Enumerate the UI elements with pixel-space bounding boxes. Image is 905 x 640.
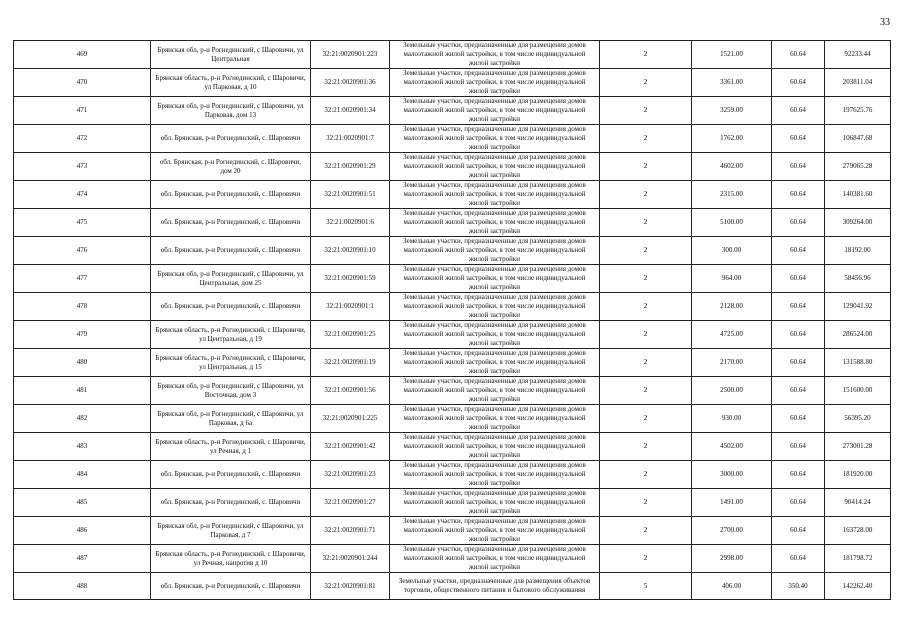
cadastral-value-cell: 129041.92 [825, 293, 891, 321]
area-cell: 5100.00 [692, 209, 772, 237]
row-number-cell: 475 [14, 209, 151, 237]
group-cell: 2 [600, 433, 692, 461]
cadastral-number-cell: 32:21:0020901:10 [311, 237, 390, 265]
address-cell: обл. Брянская, р-н Рогнединский, с. Шаровичи [151, 489, 311, 517]
cadastral-number-cell: 32:21:0020901:7 [311, 125, 390, 153]
land-use-cell: Земельные участки, предназначенные для размещения домов малоэтажной жилой застройки, в том числе индивидуальной жилой застройки [390, 293, 600, 321]
specific-value-cell: 60.64 [772, 125, 825, 153]
cadastral-number-cell: 32:21:0020901:51 [311, 181, 390, 209]
area-cell: 3000.00 [692, 461, 772, 489]
cadastral-number-cell: 32:21:0020901:6 [311, 209, 390, 237]
area-cell: 4602.00 [692, 153, 772, 181]
area-cell: 1762.00 [692, 125, 772, 153]
row-number-cell: 483 [14, 433, 151, 461]
group-cell: 2 [600, 293, 692, 321]
address-cell: Брянская обл, р-н Рогнединский, с Шаровичи, ул Парковая, дом 13 [151, 97, 311, 125]
row-number-cell: 469 [14, 41, 151, 69]
group-cell: 2 [600, 237, 692, 265]
table-row [14, 349, 891, 377]
address-cell: обл. Брянская, р-н Рогнединский, с. Шаровичи [151, 237, 311, 265]
specific-value-cell: 60.64 [772, 489, 825, 517]
row-number-cell: 471 [14, 97, 151, 125]
table-row [14, 69, 891, 97]
group-cell: 2 [600, 181, 692, 209]
cadastral-number-cell: 32:21:0020901:36 [311, 69, 390, 97]
row-number-cell: 477 [14, 265, 151, 293]
address-cell: Брянская обл, р-н Рогнединский, с Шаровичи, ул Центральная [151, 41, 311, 69]
cadastral-value-cell: 273001.28 [825, 433, 891, 461]
land-use-cell: Земельные участки, предназначенные для размещения домов малоэтажной жилой застройки, в том числе индивидуальной жилой застройки [390, 209, 600, 237]
cadastral-number-cell: 32:21:0020901:27 [311, 489, 390, 517]
area-cell: 2128.00 [692, 293, 772, 321]
specific-value-cell: 60.64 [772, 517, 825, 545]
address-cell: Брянская область, р-н Рогнединский, с Шаровичи, ул Речная, д 1 [151, 433, 311, 461]
cadastral-value-cell: 163728.00 [825, 517, 891, 545]
cadastral-value-cell: 18192.00 [825, 237, 891, 265]
cadastral-value-cell: 92233.44 [825, 41, 891, 69]
area-cell: 1521.00 [692, 41, 772, 69]
address-cell: обл. Брянская, р-н Рогнединский, с. Шаровичи [151, 573, 311, 600]
specific-value-cell: 60.64 [772, 265, 825, 293]
cadastral-number-cell: 32:21:0020901:25 [311, 321, 390, 349]
area-cell: 964.00 [692, 265, 772, 293]
row-number-cell: 480 [14, 349, 151, 377]
address-cell: Брянская обл, р-н Рогнединский, с Шаровичи, ул Центральная, дом 25 [151, 265, 311, 293]
group-cell: 2 [600, 97, 692, 125]
group-cell: 2 [600, 405, 692, 433]
land-use-cell: Земельные участки, предназначенные для размещения домов малоэтажной жилой застройки, в том числе индивидуальной жилой застройки [390, 97, 600, 125]
area-cell: 2998.00 [692, 545, 772, 573]
address-cell: Брянская обл, р-н Рогнединский, с Шаровичи, ул Парковая, д 6а [151, 405, 311, 433]
address-cell: обл. Брянская, р-н Рогнединский, с. Шаровичи [151, 209, 311, 237]
area-cell: 2500.00 [692, 377, 772, 405]
group-cell: 2 [600, 41, 692, 69]
cadastral-number-cell: 32:21:0020901:81 [311, 573, 390, 600]
address-cell: Брянская область, р-н Рогнединский, с Шаровичи, ул Центральная, д 15 [151, 349, 311, 377]
land-use-cell: Земельные участки, предназначенные для размещения домов малоэтажной жилой застройки, в том числе индивидуальной жилой застройки [390, 153, 600, 181]
specific-value-cell: 60.64 [772, 405, 825, 433]
row-number-cell: 484 [14, 461, 151, 489]
group-cell: 2 [600, 69, 692, 97]
group-cell: 2 [600, 321, 692, 349]
specific-value-cell: 60.64 [772, 349, 825, 377]
table-row [14, 321, 891, 349]
area-cell: 3259.00 [692, 97, 772, 125]
specific-value-cell: 350.40 [772, 573, 825, 600]
row-number-cell: 482 [14, 405, 151, 433]
cadastral-number-cell: 32:21:0020901:56 [311, 377, 390, 405]
row-number-cell: 488 [14, 573, 151, 600]
group-cell: 2 [600, 461, 692, 489]
address-cell: Брянская область, р-н Рогнединский, с Шаровичи, ул Центральная, д 19 [151, 321, 311, 349]
specific-value-cell: 60.64 [772, 545, 825, 573]
table-row [14, 377, 891, 405]
cadastral-number-cell: 32:21:0020901:225 [311, 405, 390, 433]
land-use-cell: Земельные участки, предназначенные для размещения домов малоэтажной жилой застройки, в том числе индивидуальной жилой застройки [390, 517, 600, 545]
row-number-cell: 478 [14, 293, 151, 321]
specific-value-cell: 60.64 [772, 209, 825, 237]
area-cell: 300.00 [692, 237, 772, 265]
area-cell: 2700.00 [692, 517, 772, 545]
table-row [14, 405, 891, 433]
cadastral-number-cell: 32:21:0020901:19 [311, 349, 390, 377]
group-cell: 2 [600, 489, 692, 517]
table-row [14, 237, 891, 265]
specific-value-cell: 60.64 [772, 97, 825, 125]
table-row [14, 573, 891, 600]
area-cell: 4502.00 [692, 433, 772, 461]
area-cell: 3361.00 [692, 69, 772, 97]
land-use-cell: Земельные участки, предназначенные для размещения домов малоэтажной жилой застройки, в том числе индивидуальной жилой застройки [390, 321, 600, 349]
specific-value-cell: 60.64 [772, 69, 825, 97]
group-cell: 2 [600, 545, 692, 573]
specific-value-cell: 60.64 [772, 153, 825, 181]
area-cell: 2170.00 [692, 349, 772, 377]
cadastral-value-cell: 131588.80 [825, 349, 891, 377]
table-row [14, 461, 891, 489]
land-use-cell: Земельные участки, предназначенные для размещения домов малоэтажной жилой застройки, в том числе индивидуальной жилой застройки [390, 377, 600, 405]
group-cell: 2 [600, 209, 692, 237]
cadastral-value-cell: 279065.28 [825, 153, 891, 181]
cadastral-value-cell: 151600.00 [825, 377, 891, 405]
land-use-cell: Земельные участки, предназначенные для размещения домов малоэтажной жилой застройки, в том числе индивидуальной жилой застройки [390, 237, 600, 265]
area-cell: 406.00 [692, 573, 772, 600]
cadastral-number-cell: 32:21:0020901:59 [311, 265, 390, 293]
land-use-cell: Земельные участки, предназначенные для размещения домов малоэтажной жилой застройки, в том числе индивидуальной жилой застройки [390, 125, 600, 153]
land-use-cell: Земельные участки, предназначенные для размещения домов малоэтажной жилой застройки, в том числе индивидуальной жилой застройки [390, 545, 600, 573]
group-cell: 2 [600, 265, 692, 293]
table-row [14, 209, 891, 237]
row-number-cell: 486 [14, 517, 151, 545]
land-use-cell: Земельные участки, предназначенные для размещения домов малоэтажной жилой застройки, в том числе индивидуальной жилой застройки [390, 489, 600, 517]
specific-value-cell: 60.64 [772, 377, 825, 405]
cadastral-value-cell: 140381.60 [825, 181, 891, 209]
land-use-cell: Земельные участки, предназначенные для размещения домов малоэтажной жилой застройки, в том числе индивидуальной жилой застройки [390, 69, 600, 97]
land-use-cell: Земельные участки, предназначенные для размещения объектов торговли, общественного питания и бытового обслуживания [390, 573, 600, 600]
group-cell: 2 [600, 349, 692, 377]
cadastral-value-cell: 106847.68 [825, 125, 891, 153]
row-number-cell: 476 [14, 237, 151, 265]
cadastral-value-cell: 309264.00 [825, 209, 891, 237]
cadastral-value-cell: 56395.20 [825, 405, 891, 433]
address-cell: Брянская обл, р-н Рогнединский, с Шаровичи, ул Восточная, дом 3 [151, 377, 311, 405]
cadastral-number-cell: 32:21:0020901:34 [311, 97, 390, 125]
specific-value-cell: 60.64 [772, 321, 825, 349]
cadastral-number-cell: 32:21:0020901:71 [311, 517, 390, 545]
specific-value-cell: 60.64 [772, 433, 825, 461]
address-cell: обл. Брянская, р-н Рогнединский, с. Шаровичи [151, 181, 311, 209]
group-cell: 2 [600, 153, 692, 181]
land-use-cell: Земельные участки, предназначенные для размещения домов малоэтажной жилой застройки, в том числе индивидуальной жилой застройки [390, 461, 600, 489]
page-number: 33 [880, 17, 890, 28]
cadastral-value-cell: 90414.24 [825, 489, 891, 517]
cadastral-value-cell: 286524.00 [825, 321, 891, 349]
cadastral-number-cell: 32:21:0020901:244 [311, 545, 390, 573]
group-cell: 5 [600, 573, 692, 600]
cadastral-value-table [13, 40, 891, 600]
row-number-cell: 479 [14, 321, 151, 349]
table-row [14, 181, 891, 209]
area-cell: 4725.00 [692, 321, 772, 349]
cadastral-value-cell: 142262.40 [825, 573, 891, 600]
row-number-cell: 474 [14, 181, 151, 209]
address-cell: Брянская область, р-н Рогнединский, с Шаровичи, ул Речная, напротив д 10 [151, 545, 311, 573]
table-row [14, 489, 891, 517]
cadastral-number-cell: 32:21:0020901:29 [311, 153, 390, 181]
cadastral-value-cell: 181920.00 [825, 461, 891, 489]
land-use-cell: Земельные участки, предназначенные для размещения домов малоэтажной жилой застройки, в том числе индивидуальной жилой застройки [390, 405, 600, 433]
cadastral-value-cell: 58456.96 [825, 265, 891, 293]
table-row [14, 517, 891, 545]
table-row [14, 293, 891, 321]
table-body [14, 41, 891, 600]
row-number-cell: 485 [14, 489, 151, 517]
specific-value-cell: 60.64 [772, 461, 825, 489]
land-use-cell: Земельные участки, предназначенные для размещения домов малоэтажной жилой застройки, в том числе индивидуальной жилой застройки [390, 41, 600, 69]
group-cell: 2 [600, 517, 692, 545]
row-number-cell: 473 [14, 153, 151, 181]
address-cell: обл. Брянская, р-н Рогнединский, с. Шаровичи [151, 461, 311, 489]
cadastral-number-cell: 32:21:0020901:23 [311, 461, 390, 489]
cadastral-number-cell: 32:21:0020901:42 [311, 433, 390, 461]
land-use-cell: Земельные участки, предназначенные для размещения домов малоэтажной жилой застройки, в том числе индивидуальной жилой застройки [390, 349, 600, 377]
table-row [14, 97, 891, 125]
specific-value-cell: 60.64 [772, 293, 825, 321]
group-cell: 2 [600, 377, 692, 405]
address-cell: Брянская область, р-н Рогнединский, с Шаровичи, ул Парковая, д 10 [151, 69, 311, 97]
row-number-cell: 472 [14, 125, 151, 153]
row-number-cell: 487 [14, 545, 151, 573]
cadastral-number-cell: 32:21:0020901:1 [311, 293, 390, 321]
cadastral-value-cell: 203811.04 [825, 69, 891, 97]
row-number-cell: 470 [14, 69, 151, 97]
specific-value-cell: 60.64 [772, 41, 825, 69]
table-row [14, 433, 891, 461]
cadastral-number-cell: 32:21:0020901:223 [311, 41, 390, 69]
area-cell: 930.00 [692, 405, 772, 433]
address-cell: Брянская обл, р-н Рогнединский, с Шаровичи, ул Парковая, д 7 [151, 517, 311, 545]
cadastral-value-cell: 197625.76 [825, 97, 891, 125]
area-cell: 2315.00 [692, 181, 772, 209]
address-cell: обл. Брянская, р-н Рогнединский, с. Шаровичи, дом 20 [151, 153, 311, 181]
table-row [14, 265, 891, 293]
table-row [14, 153, 891, 181]
table-row [14, 125, 891, 153]
table-row [14, 41, 891, 69]
table-row [14, 545, 891, 573]
specific-value-cell: 60.64 [772, 181, 825, 209]
group-cell: 2 [600, 125, 692, 153]
address-cell: обл. Брянская, р-н Рогнединский, с. Шаровичи [151, 293, 311, 321]
area-cell: 1491.00 [692, 489, 772, 517]
land-use-cell: Земельные участки, предназначенные для размещения домов малоэтажной жилой застройки, в том числе индивидуальной жилой застройки [390, 181, 600, 209]
row-number-cell: 481 [14, 377, 151, 405]
land-use-cell: Земельные участки, предназначенные для размещения домов малоэтажной жилой застройки, в том числе индивидуальной жилой застройки [390, 433, 600, 461]
cadastral-value-cell: 181798.72 [825, 545, 891, 573]
specific-value-cell: 60.64 [772, 237, 825, 265]
land-use-cell: Земельные участки, предназначенные для размещения домов малоэтажной жилой застройки, в том числе индивидуальной жилой застройки [390, 265, 600, 293]
address-cell: обл. Брянская, р-н Рогнединский, с. Шаровичи [151, 125, 311, 153]
